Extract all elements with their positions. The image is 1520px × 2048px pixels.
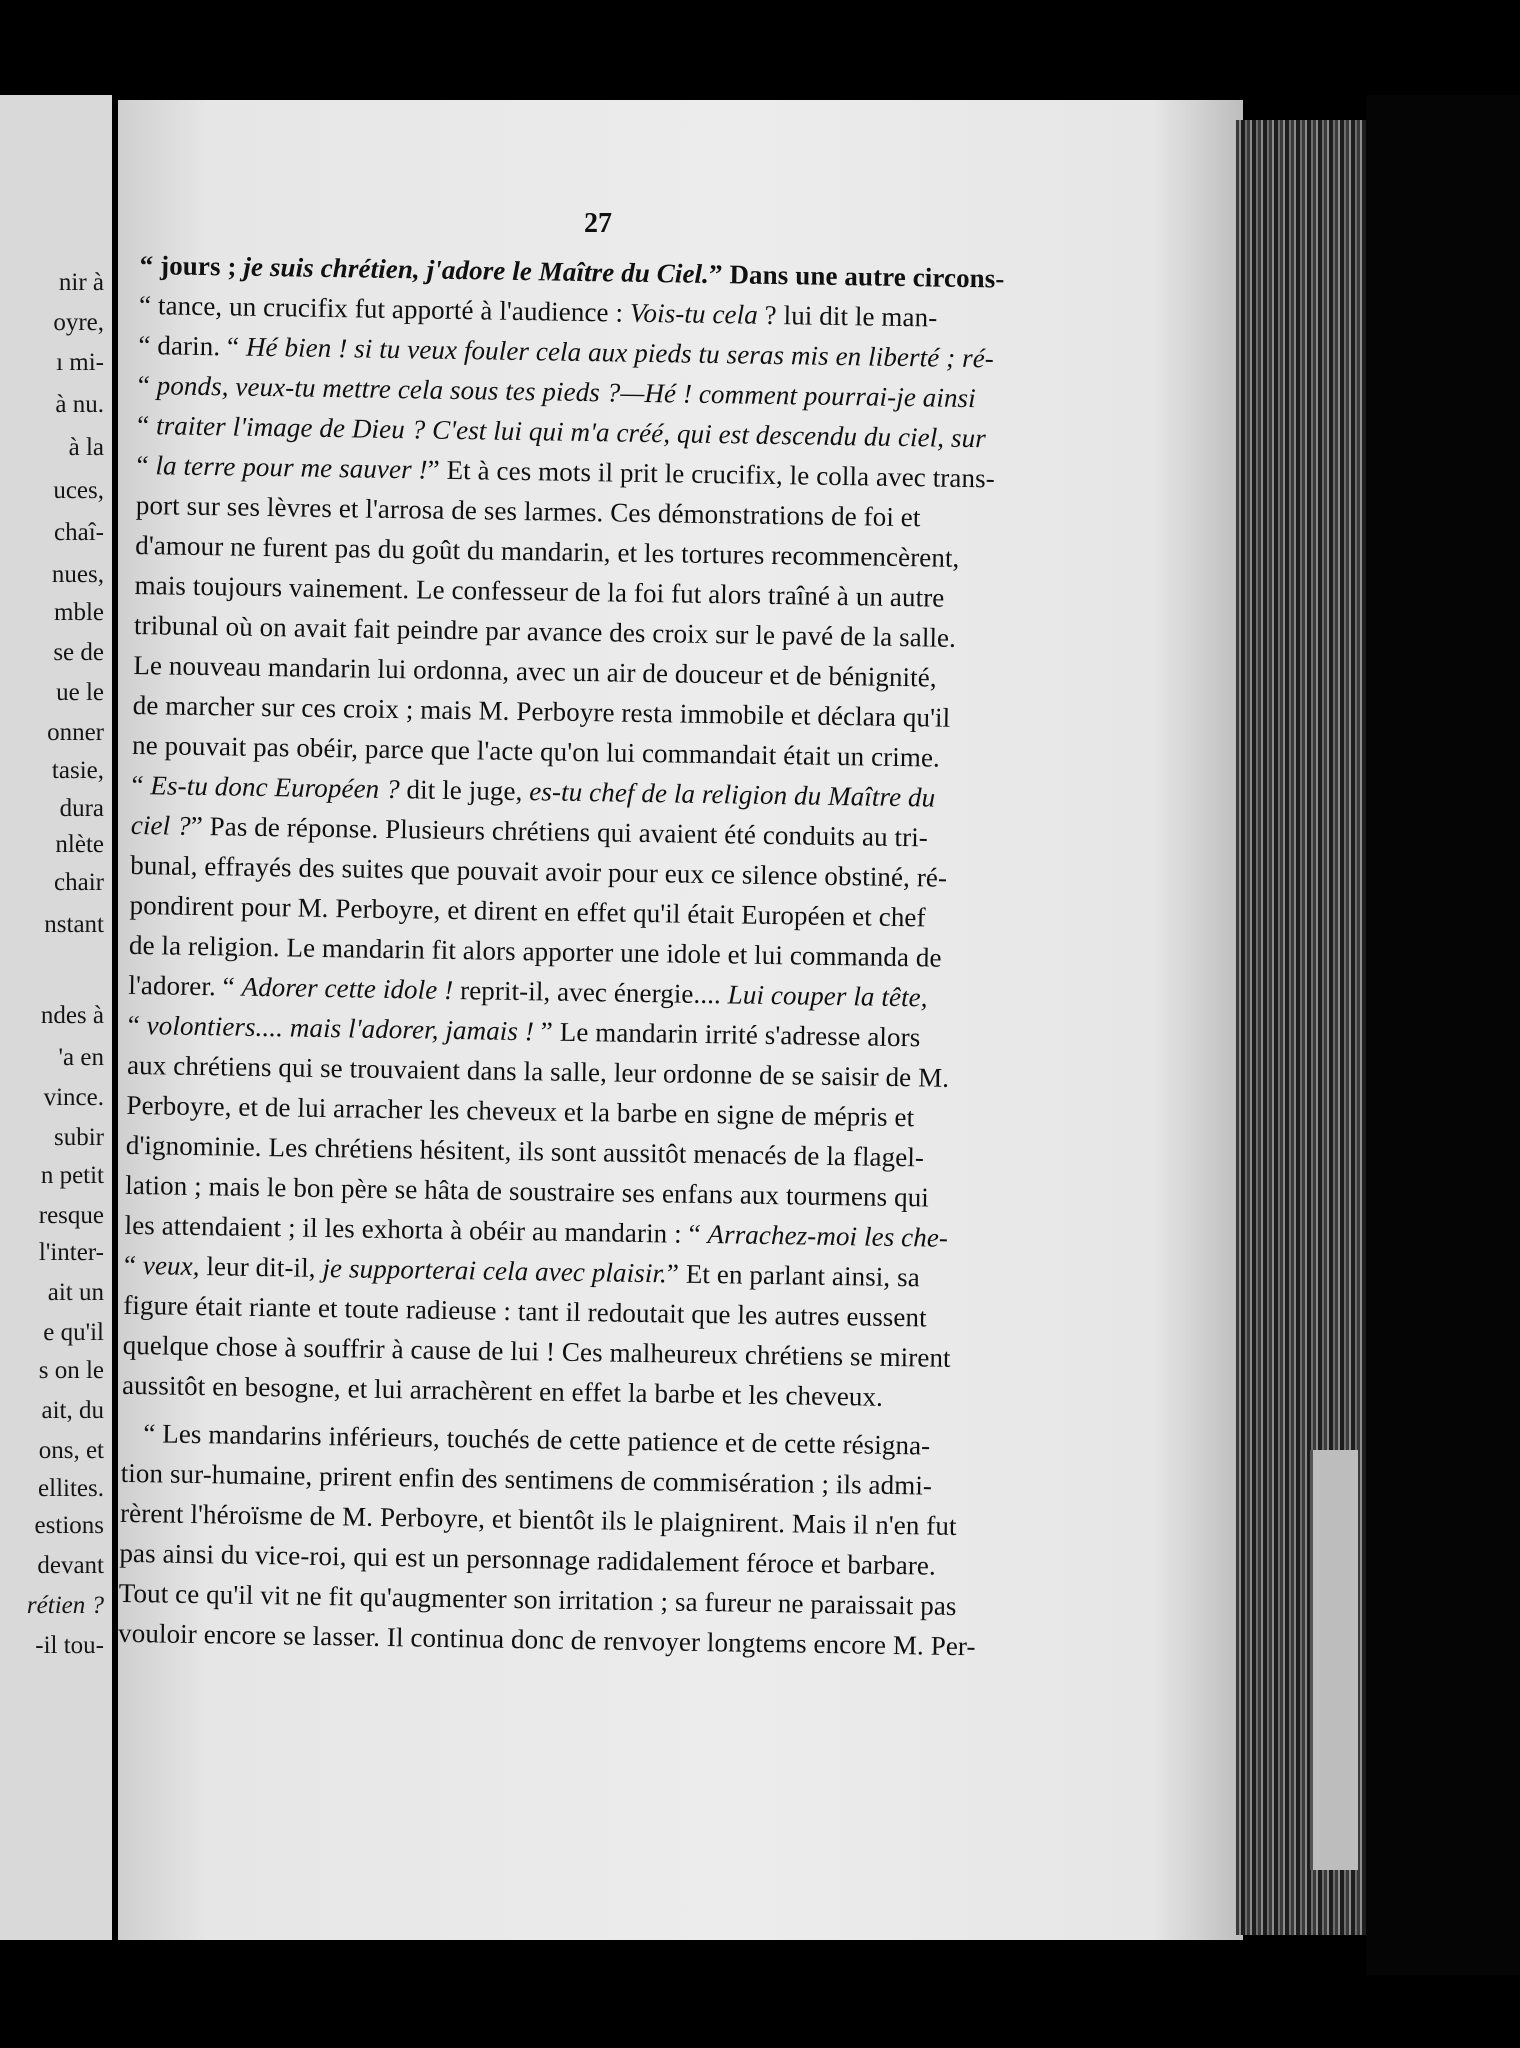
left-page-line: s on le — [38, 1357, 104, 1384]
text-segment: tion sur-humaine, prirent enfin des sentimens de commisération ; ils admi- — [120, 1457, 933, 1501]
italic-text: es-tu chef de la religion du Maître du — [529, 776, 936, 813]
left-page-line: chair — [54, 869, 104, 896]
text-segment: l'adorer. “ — [128, 969, 242, 1002]
left-page-line: subir — [54, 1124, 104, 1151]
italic-text: la terre pour me sauver ! — [155, 450, 428, 485]
right-page — [118, 100, 1243, 1940]
italic-text: je suis chrétien, j'adore le Maître du Ciel. — [243, 251, 710, 289]
italic-text: Vois-tu cela — [629, 297, 759, 330]
left-page-line: tasie, — [51, 757, 104, 784]
left-page-line: n petit — [40, 1162, 104, 1189]
italic-text: Arrachez-moi les che- — [707, 1219, 949, 1253]
text-segment: leur dit-il, — [199, 1251, 323, 1283]
text-segment: dit le juge, — [399, 774, 530, 807]
text-segment: ” Dans une autre circons- — [708, 258, 1005, 294]
text-segment: lation ; mais le bon père se hâta de soustraire ses enfans aux tourmens qui — [124, 1169, 930, 1213]
text-segment: “ — [123, 1249, 144, 1281]
text-segment: Tout ce qu'il vit ne fit qu'augmenter son irritation ; sa fureur ne paraissait pas — [118, 1577, 957, 1621]
text-segment: ” Le mandarin irrité s'adresse alors — [533, 1016, 921, 1053]
italic-text: Adorer cette idole ! — [241, 971, 454, 1006]
left-page-line: se de — [53, 639, 104, 666]
text-segment: de la religion. Le mandarin fit alors apporter une idole et lui commanda de — [128, 929, 942, 973]
italic-text: je supporterai cela avec plaisir. — [322, 1252, 668, 1289]
left-page-line: nues, — [51, 561, 104, 588]
left-page-line: e qu'il — [43, 1319, 104, 1346]
left-page-line: l'inter- — [38, 1239, 104, 1266]
left-page-line: ellites. — [38, 1475, 104, 1502]
text-segment: ne pouvait pas obéir, parce que l'acte qu'on lui commandait était un crime. — [131, 729, 941, 773]
text-segment: bunal, effrayés des suites que pouvait avoir pour eux ce silence obstiné, ré- — [130, 849, 948, 893]
page-edge-highlight — [1310, 1450, 1358, 1870]
text-segment: mais toujours vainement. Le confesseur de la foi fut alors traîné à un autre — [134, 569, 945, 613]
text-segment: reprit-il, avec énergie.... — [453, 975, 729, 1010]
left-page-line: ait un — [47, 1279, 104, 1306]
text-segment: vouloir encore se lasser. Il continua donc de renvoyer longtems encore M. Per- — [117, 1617, 976, 1662]
left-page-line: dura — [59, 795, 104, 822]
left-page-line: devant — [37, 1552, 104, 1579]
text-segment: Le nouveau mandarin lui ordonna, avec un air de douceur et de bénignité, — [133, 649, 937, 693]
left-page-line: à nu. — [55, 391, 104, 418]
text-segment: aux chrétiens qui se trouvaient dans la salle, leur ordonne de se saisir de M. — [126, 1049, 950, 1093]
text-segment: “ tance, un crucifix fut apporté à l'audience : — [138, 289, 631, 328]
left-page-line: estions — [34, 1512, 104, 1539]
left-page-fragment — [0, 95, 112, 1940]
text-segment: “ — [131, 769, 151, 801]
left-page-line: vince. — [43, 1084, 104, 1111]
left-page-line: -il tou- — [35, 1632, 104, 1659]
text-segment: “ darin. “ — [138, 329, 247, 362]
left-page-line: oyre, — [53, 309, 104, 336]
italic-text: Hé bien ! si tu veux fouler cela aux pieds tu seras mis en liberté ; ré- — [245, 331, 995, 374]
text-segment: rèrent l'héroïsme de M. Perboyre, et bientôt ils le plaignirent. Mais il n'en fut — [119, 1497, 957, 1541]
book-binding — [1366, 95, 1520, 1975]
left-page-line: nlète — [55, 831, 104, 858]
text-segment: “ — [136, 409, 157, 441]
text-segment: ” Pas de réponse. Plusieurs chrétiens qui avaient été conduits au tri- — [190, 810, 929, 853]
text-segment: ? lui dit le man- — [757, 299, 938, 333]
italic-text: ciel ? — [130, 809, 191, 841]
left-page-line: mble — [54, 599, 104, 626]
left-page-line: nstant — [44, 911, 104, 938]
text-segment: aussitôt en besogne, et lui arrachèrent en effet la barbe et les cheveux. — [121, 1369, 884, 1412]
italic-text: Lui couper la tête, — [727, 979, 928, 1013]
left-page-line: 'a en — [58, 1044, 104, 1071]
text-segment: “ jours ; — [139, 249, 244, 282]
text-segment: quelque chose à souffrir à cause de lui ! Ces malheureux chrétiens se mirent — [122, 1329, 951, 1373]
text-segment: “ — [137, 369, 157, 401]
text-segment: tribunal où on avait fait peindre par avance des croix sur le pavé de la salle. — [133, 609, 957, 653]
text-segment: port sur ses lèvres et l'arrosa de ses larmes. Ces démonstrations de foi et — [135, 489, 921, 533]
left-page-line: chaî- — [54, 519, 104, 546]
text-segment: pondirent pour M. Perboyre, et dirent en effet qu'il était Européen et chef — [129, 889, 926, 933]
left-page-line: ait, du — [41, 1397, 104, 1424]
text-segment: “ Les mandarins inférieurs, touchés de cette patience et de cette résigna- — [143, 1418, 931, 1461]
left-page-line: rétien ? — [26, 1592, 104, 1619]
left-page-line: ı mi- — [56, 349, 104, 376]
text-segment: ” Et à ces mots il prit le crucifix, le colla avec trans- — [427, 454, 996, 494]
text-segment: “ — [127, 1009, 147, 1041]
left-page-line: à la — [68, 434, 104, 461]
text-segment: ” Et en parlant ainsi, sa — [666, 1258, 921, 1293]
left-page-line: onner — [47, 719, 104, 746]
left-page-line: resque — [38, 1202, 104, 1229]
left-page-line: uces, — [53, 477, 104, 504]
body-text — [118, 245, 1020, 1667]
text-segment: pas ainsi du vice-roi, qui est un personnage radidalement féroce et barbare. — [119, 1537, 937, 1581]
italic-text: ponds, veux-tu mettre cela sous tes pieds ?—Hé ! comment pourrai-je ainsi — [156, 370, 977, 414]
left-page-line: nir à — [58, 269, 104, 296]
text-segment: de marcher sur ces croix ; mais M. Perboyre resta immobile et déclara qu'il — [132, 689, 951, 733]
text-segment: figure était riante et toute radieuse : tant il redoutait que les autres eussent — [123, 1289, 927, 1333]
page-number: 27 — [584, 208, 612, 239]
text-segment: les attendaient ; il les exhorta à obéir au mandarin : “ — [124, 1209, 708, 1250]
text-segment: d'ignominie. Les chrétiens hésitent, ils sont aussitôt menacés de la flagel- — [125, 1129, 925, 1173]
left-page-line: ue le — [56, 679, 104, 706]
italic-text: volontiers.... mais l'adorer, jamais ! — [146, 1010, 535, 1047]
text-segment: d'amour ne furent pas du goût du mandarin, et les tortures recommencèrent, — [135, 529, 960, 573]
left-page-line: ndes à — [40, 1002, 104, 1029]
left-page-line: ons, et — [38, 1437, 104, 1464]
italic-text: veux, — [142, 1250, 200, 1282]
italic-text: traiter l'image de Dieu ? C'est lui qui m'a créé, qui est descendu du ciel, sur — [155, 410, 987, 454]
text-segment: “ — [136, 449, 156, 481]
italic-text: Es-tu donc Européen ? — [150, 770, 400, 805]
text-segment: Perboyre, et de lui arracher les cheveux et la barbe en signe de mépris et — [126, 1089, 915, 1133]
